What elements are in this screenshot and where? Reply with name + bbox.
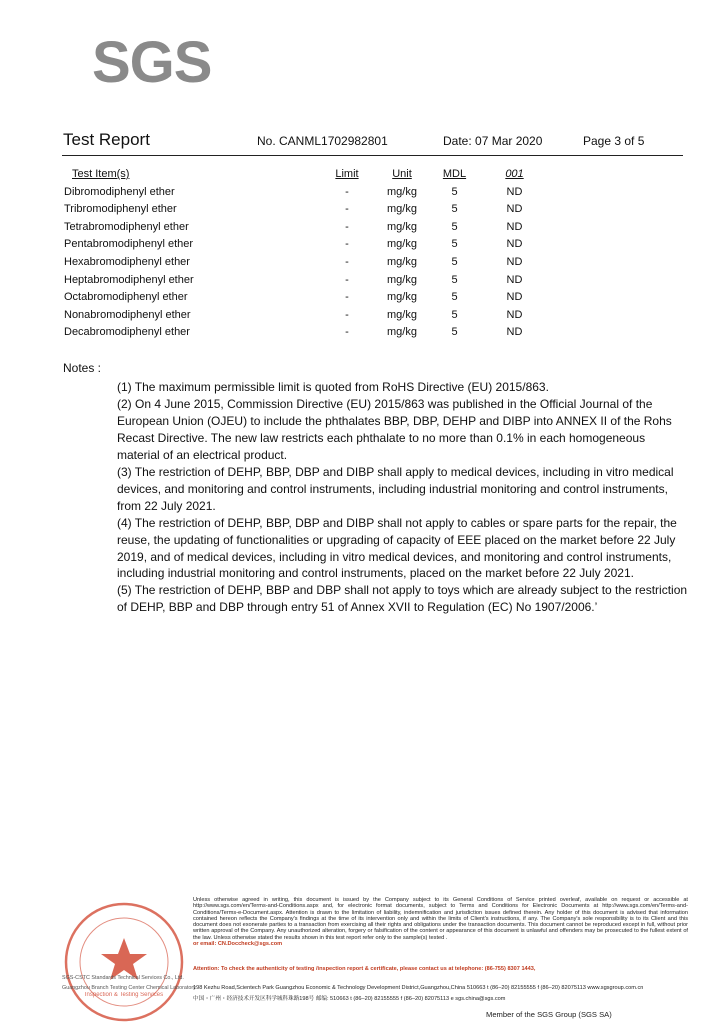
report-number: No. CANML1702982801 — [257, 134, 388, 148]
limit-cell: - — [345, 308, 349, 321]
mdl-cell: 5 — [451, 308, 458, 321]
table-row — [62, 201, 602, 219]
unit-cell: mg/kg — [387, 273, 417, 286]
result-cell: ND — [506, 185, 523, 198]
limit-cell: - — [345, 203, 349, 216]
footer-company — [62, 974, 196, 993]
column-header-limit: Limit — [335, 168, 359, 180]
report-title: Test Report — [63, 130, 150, 149]
limit-cell: - — [345, 291, 349, 304]
mdl-cell: 5 — [451, 185, 458, 198]
unit-cell: mg/kg — [387, 220, 417, 233]
limit-cell: - — [345, 326, 349, 339]
sgs-logo: SGS — [92, 30, 212, 95]
limit-cell: - — [345, 185, 349, 198]
footer-company-branch: Guangzhou Branch Testing Center Chemical Laboratory — [62, 984, 196, 991]
column-header-sample-001: 001 — [505, 168, 524, 180]
mdl-cell: 5 — [451, 291, 458, 304]
page-indicator: Page 3 of 5 — [583, 134, 645, 148]
footer-terms — [193, 897, 688, 947]
test-item-cell: Hexabromodiphenyl ether — [64, 255, 190, 268]
table-row — [62, 324, 602, 342]
unit-cell: mg/kg — [387, 185, 417, 198]
mdl-cell: 5 — [451, 273, 458, 286]
report-date: Date: 07 Mar 2020 — [443, 134, 543, 148]
unit-cell: mg/kg — [387, 308, 417, 321]
column-header-unit: Unit — [392, 168, 412, 180]
table-row — [62, 236, 602, 254]
note-3: (3) The restriction of DEHP, BBP, DBP and DIBP shall apply to medical devices, including in vitro medical devices, and monitoring and control instruments, including industrial monitoring and control instruments, from 22 July 2021. — [117, 464, 674, 513]
stamp-label: Inspection & Testing Services — [84, 992, 164, 998]
table-row — [62, 289, 602, 307]
result-cell: ND — [506, 203, 523, 216]
footer-attention: Attention: To check the authenticity of testing /inspection report & certificate, please contact us at telephone: (86-755) 8307 1443, — [193, 966, 536, 972]
table-row — [62, 184, 602, 202]
test-item-cell: Nonabromodiphenyl ether — [64, 308, 191, 321]
result-cell: ND — [506, 291, 523, 304]
result-cell: ND — [506, 273, 523, 286]
mdl-cell: 5 — [451, 326, 458, 339]
unit-cell: mg/kg — [387, 255, 417, 268]
footer-address-cn: 中国・广州・经济技术开发区科学城科珠路198号 邮编: 510663 t (86–20) 82155555 f (86–20) 82075113 e sgs.china@sgs.com — [193, 996, 506, 1002]
note-2: (2) On 4 June 2015, Commission Directive (EU) 2015/863 was published in the Official Journal of the European Union (OJEU) to include the phthalates BBP, DBP, DEHP and DIBP into ANNEX II of the Rohs Recast Directive. The new law restricts each phthalate to no more than 0.1% in each homogeneous material of an electrical product. — [117, 396, 672, 462]
footer-address-en: 198 Kezhu Road,Scientech Park Guangzhou Economic & Technology Development District,Guangzhou,China 510663 t (86–20) 82155555 f (86–20) 82075113 www.sgsgroup.com.cn — [193, 985, 644, 991]
company-stamp — [60, 898, 188, 1026]
mdl-cell: 5 — [451, 238, 458, 251]
test-item-cell: Octabromodiphenyl ether — [64, 291, 188, 304]
note-1: (1) The maximum permissible limit is quoted from RoHS Directive (EU) 2015/863. — [117, 380, 549, 394]
footer-company-name: SGS-CSTC Standards Technical Services Co., Ltd. — [62, 975, 184, 981]
footer-terms-text: Unless otherwise agreed in writing, this document is issued by the Company subject to its General Conditions of Service printed overleaf, available on request or accessible at http://www.sgs.com/en/Terms-and-Conditions.aspx and, for electronic format documents, subject to Terms and Conditions for Electronic Documents at http://www.sgs.com/en/Terms-and-Conditions/Terms-e-Document.aspx. Attention is drawn to the limitation of liability, indemnification and jurisdiction issues defined therein. Any holder of this document is advised that information contained hereon reflects the Company's findings at the time of its intervention only and within the limits of Client's instructions, if any. The Company's sole responsibility is to its Client and this document does not exonerate parties to a transaction from exercising all their rights and obligations under the transaction documents. This document cannot be reproduced except in full, without prior written approval of the Company. Any unauthorized alteration, forgery or falsification of the content or appearance of this document is unlawful and offenders may be prosecuted to the fullest extent of the law. Unless otherwise stated the results shown in this test report refer only to the sample(s) tested . — [193, 897, 688, 941]
header-divider — [62, 155, 683, 156]
test-item-cell: Heptabromodiphenyl ether — [64, 273, 194, 286]
stamp-seal-icon — [60, 898, 188, 1026]
result-cell: ND — [506, 326, 523, 339]
column-header-test-item: Test Item(s) — [72, 168, 130, 180]
mdl-cell: 5 — [451, 203, 458, 216]
table-header-row — [62, 166, 602, 184]
limit-cell: - — [345, 273, 349, 286]
limit-cell: - — [345, 255, 349, 268]
mdl-cell: 5 — [451, 220, 458, 233]
unit-cell: mg/kg — [387, 326, 417, 339]
table-body — [62, 184, 602, 342]
test-item-cell: Decabromodiphenyl ether — [64, 326, 190, 339]
limit-cell: - — [345, 238, 349, 251]
result-cell: ND — [506, 308, 523, 321]
test-item-cell: Dibromodiphenyl ether — [64, 185, 175, 198]
footer-address — [193, 983, 643, 1005]
test-item-cell: Tetrabromodiphenyl ether — [64, 220, 189, 233]
notes-list — [117, 379, 689, 616]
footer-member: Member of the SGS Group (SGS SA) — [486, 1010, 612, 1019]
note-4: (4) The restriction of DEHP, BBP, DBP and DIBP shall not apply to cables or spare parts for the repair, the reuse, the updating of functionalities or upgrading of capacity of EEE placed on the market before 22 July 2019, and of medical devices, including in vitro medical devices, and monitoring and control instruments, including industrial monitoring and control instruments, placed on the market before 22 July 2021. — [117, 515, 677, 581]
limit-cell: - — [345, 220, 349, 233]
table-row — [62, 272, 602, 290]
note-5: (5) The restriction of DEHP, BBP and DBP shall not apply to toys which are already subject to the restriction of DEHP, BBP and DBP through entry 51 of Annex XVII to Regulation (EC) No 1907/2006.’ — [117, 583, 688, 615]
test-item-cell: Tribromodiphenyl ether — [64, 203, 177, 216]
unit-cell: mg/kg — [387, 203, 417, 216]
unit-cell: mg/kg — [387, 291, 417, 304]
test-item-cell: Pentabromodiphenyl ether — [64, 238, 194, 251]
notes-label: Notes : — [63, 361, 102, 375]
result-cell: ND — [506, 220, 523, 233]
table-row — [62, 254, 602, 272]
result-cell: ND — [506, 255, 523, 268]
footer-email: or email: CN.Doccheck@sgs.com — [193, 941, 283, 948]
unit-cell: mg/kg — [387, 238, 417, 251]
results-table — [62, 166, 602, 342]
table-row — [62, 307, 602, 325]
table-row — [62, 219, 602, 237]
mdl-cell: 5 — [451, 255, 458, 268]
result-cell: ND — [506, 238, 523, 251]
column-header-mdl: MDL — [442, 168, 467, 180]
